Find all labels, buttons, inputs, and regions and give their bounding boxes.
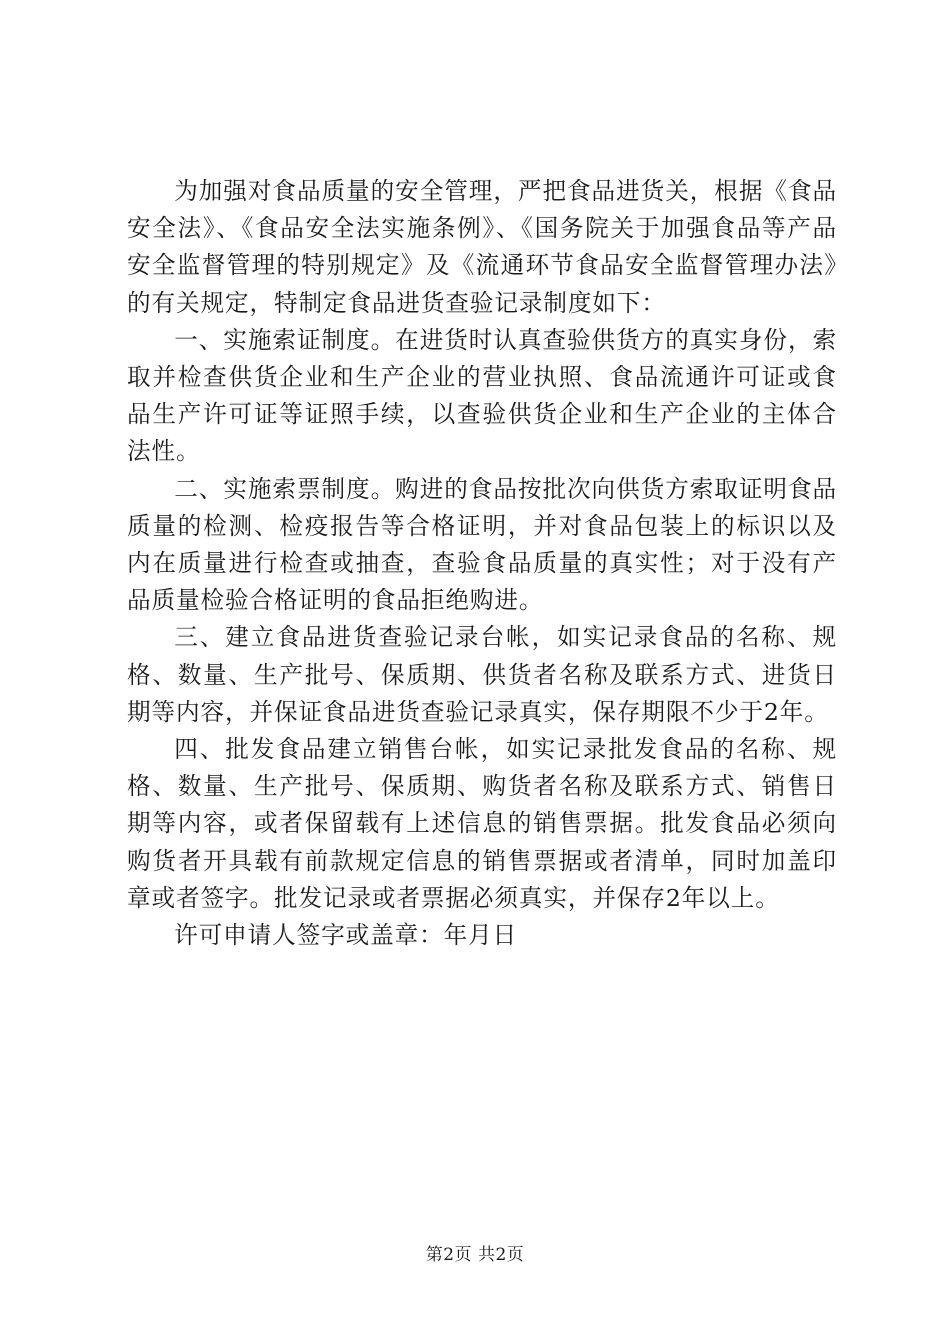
intro-paragraph: 为加强对食品质量的安全管理，严把食品进货关，根据《食品安全法》、《食品安全法实施条例》、《国务院关于加强食品等产品安全监督管理的特别规定》及《流通环节食品安全监督管理办法》的有关规定，特制定食品进货查验记录制度如下： bbox=[127, 177, 837, 317]
page-number-footer: 第2页 共2页 bbox=[425, 1245, 525, 1265]
document-body bbox=[127, 173, 837, 954]
clause-1-paragraph: 一、实施索证制度。在进货时认真查验供货方的真实身份，索取并检查供货企业和生产企业的营业执照、食品流通许可证或食品生产许可证等证照手续，以查验供货企业和生产企业的主体合法性。 bbox=[127, 325, 837, 466]
clause-3-paragraph: 三、建立食品进货查验记录台帐，如实记录食品的名称、规格、数量、生产批号、保质期、供货者名称及联系方式、进货日期等内容，并保证食品进货查验记录真实，保存期限不少于2年。 bbox=[127, 623, 837, 726]
clause-2-paragraph: 二、实施索票制度。购进的食品按批次向供货方索取证明食品质量的检测、检疫报告等合格证明，并对食品包装上的标识以及内在质量进行检查或抽查，查验食品质量的真实性；对于没有产品质量检验合格证明的食品拒绝购进。 bbox=[127, 474, 837, 615]
clause-4-paragraph: 四、批发食品建立销售台帐，如实记录批发食品的名称、规格、数量、生产批号、保质期、购货者名称及联系方式、销售日期等内容，或者保留载有上述信息的销售票据。批发食品必须向购货者开具载有前款规定信息的销售票据或者清单，同时加盖印章或者签字。批发记录或者票据必须真实，并保存2年以上。 bbox=[127, 735, 837, 912]
signature-line: 许可申请人签字或盖章：年月日 bbox=[174, 921, 518, 950]
